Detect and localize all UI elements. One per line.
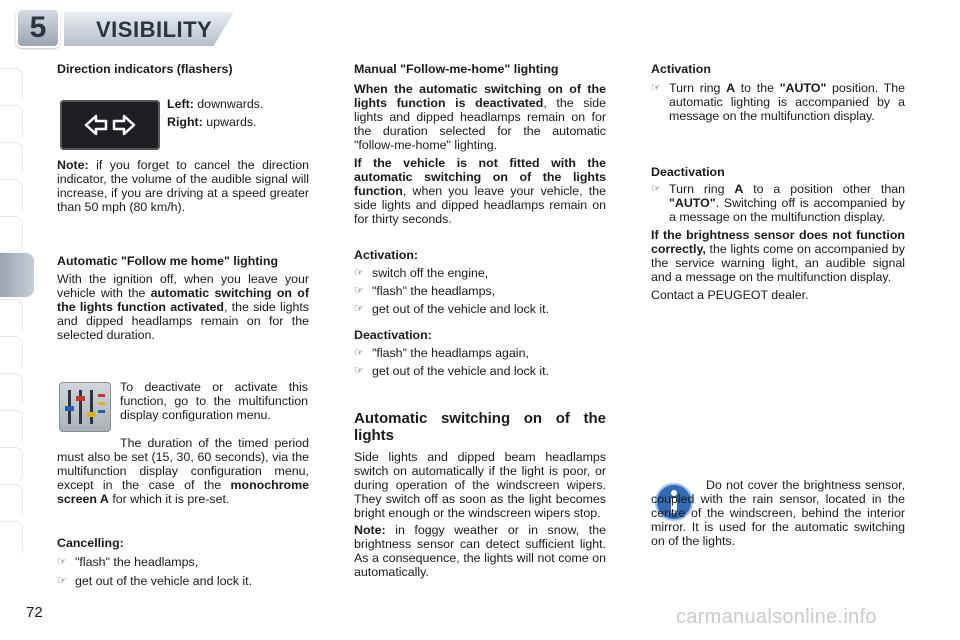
duration-block — [57, 436, 309, 588]
direction-indicators-heading: Direction indicators (flashers) — [57, 62, 233, 76]
auto-follow-text: With the ignition off, when you leave your vehicle with the automatic switching on of the lights function activated, the side lights and dipped headlamps remain on for the selected duration. — [57, 272, 309, 342]
duration-text: The duration of the timed period must also be set (15, 30, 60 seconds), via the multifunction display configuration menu, except in the case of the monochrome screen A for which it is pre-set. — [57, 436, 309, 506]
page-header — [0, 0, 960, 52]
list-item: ☞ switch off the engine, — [354, 266, 489, 280]
chapter-tab — [0, 216, 23, 251]
page-title: VISIBILITY — [96, 17, 213, 42]
sensor-fail-text: If the brightness sensor does not function correctly, the lights come on accompanied by the service warning light, an audible signal and a message on the multifunction display. — [651, 228, 905, 284]
info-notice — [651, 478, 905, 548]
list-item: ☞ Turn ring A to the "AUTO" position. The automatic lighting is accompanied by a message on the multifunction display. — [651, 81, 905, 123]
list-item: ☞ "flash" the headlamps, — [57, 555, 199, 569]
chapter-badge — [16, 8, 60, 48]
activation-heading-right: Activation — [651, 62, 711, 76]
list-item: ☞ get out of the vehicle and lock it. — [354, 364, 550, 378]
info-text: Do not cover the brightness sensor, coupled with the rain sensor, located in the centre of the windscreen, behind the interior mirror. It is used for the automatic switching on of the lights. — [651, 478, 905, 548]
list-item: ☞ get out of the vehicle and lock it. — [57, 574, 253, 588]
list-item: ☞ get out of the vehicle and lock it. — [354, 302, 550, 316]
chapter-tab — [0, 484, 23, 519]
bullet-hand-icon: ☞ — [651, 183, 661, 195]
not-fitted-text: If the vehicle is not fitted with the automatic switching on of the lights function, when you leave your vehicle, the side lights and dipped headlamps remain on for thirty seconds. — [354, 156, 606, 226]
list-item: ☞ Turn ring A to a position other than "AUTO". Switching off is accompanied by a message on the multifunction display. — [651, 182, 905, 224]
chapter-number: 5 — [29, 11, 47, 44]
column-right — [651, 62, 905, 302]
chapter-tab — [0, 336, 23, 371]
auto-switch-text: Side lights and dipped beam headlamps switch on automatically if the light is poor, or during operation of the windscreen wipers. They switch off as soon as the light becomes bright enough or the windscreen wipers stop. — [354, 450, 606, 520]
bullet-hand-icon: ☞ — [354, 347, 364, 359]
settings-sliders-icon — [59, 382, 111, 432]
auto-follow-heading: Automatic "Follow me home" lighting — [57, 254, 279, 268]
chapter-tab — [0, 68, 23, 103]
chapter-tab — [0, 447, 23, 482]
chapter-tab — [0, 299, 23, 334]
bullet-hand-icon: ☞ — [651, 82, 661, 94]
bullet-hand-icon: ☞ — [354, 285, 364, 297]
cancelling-heading: Cancelling: — [57, 536, 124, 550]
column-middle — [354, 62, 606, 579]
indicator-arrows-svg — [60, 100, 160, 150]
list-item: ☞ "flash" the headlamps, — [354, 284, 496, 298]
bullet-hand-icon: ☞ — [57, 556, 67, 568]
chapter-tab — [0, 179, 23, 214]
manual-follow-heading: Manual "Follow-me-home" lighting — [354, 62, 559, 76]
indicator-note: Note: if you forget to cancel the direction indicator, the volume of the audible signal will increase, if you are driving at a speed greater than 50 mph (80 km/h). — [57, 158, 309, 214]
watermark: carmanualsonline.info — [676, 606, 877, 628]
activation-heading: Activation: — [354, 248, 419, 262]
deactivate-text: To deactivate or activate this function, go to the multifunction display configuration menu. — [120, 380, 308, 422]
right-direction: Right: upwards. — [167, 115, 257, 129]
column-left — [57, 62, 309, 76]
settings-sliders-svg — [59, 382, 111, 432]
deactivation-heading-right: Deactivation — [651, 165, 725, 179]
auto-switch-note: Note: in foggy weather or in snow, the brightness sensor can detect sufficient light. As a consequence, the lights will not come on automatically. — [354, 523, 606, 579]
chapter-tab — [0, 373, 23, 408]
manual-follow-text: When the automatic switching on of the lights function is deactivated, the side lights and dipped headlamps remain on for the duration selected for the automatic "follow-me-home" lighting. — [354, 82, 606, 152]
indicator-directions — [167, 97, 307, 129]
bullet-hand-icon: ☞ — [354, 303, 364, 315]
left-direction: Left: downwards. — [167, 97, 264, 111]
chapter-tab — [0, 105, 23, 140]
contact-dealer-text: Contact a PEUGEOT dealer. — [651, 288, 809, 302]
bullet-hand-icon: ☞ — [354, 365, 364, 377]
chapter-tab — [0, 410, 23, 445]
chapter-tab-rail — [0, 68, 34, 558]
auto-switch-heading: Automatic switching on of the lights — [354, 410, 606, 444]
chapter-tab-active — [0, 253, 34, 297]
bullet-hand-icon: ☞ — [354, 267, 364, 279]
page-number: 72 — [26, 604, 43, 621]
column-left-body — [57, 158, 309, 342]
deactivate-instructions — [120, 380, 308, 422]
list-item: ☞ "flash" the headlamps again, — [354, 346, 529, 360]
indicator-arrows-icon — [60, 100, 160, 150]
chapter-tab — [0, 142, 23, 177]
deactivation-heading: Deactivation: — [354, 328, 432, 342]
chapter-tab — [0, 521, 23, 556]
bullet-hand-icon: ☞ — [57, 575, 67, 587]
